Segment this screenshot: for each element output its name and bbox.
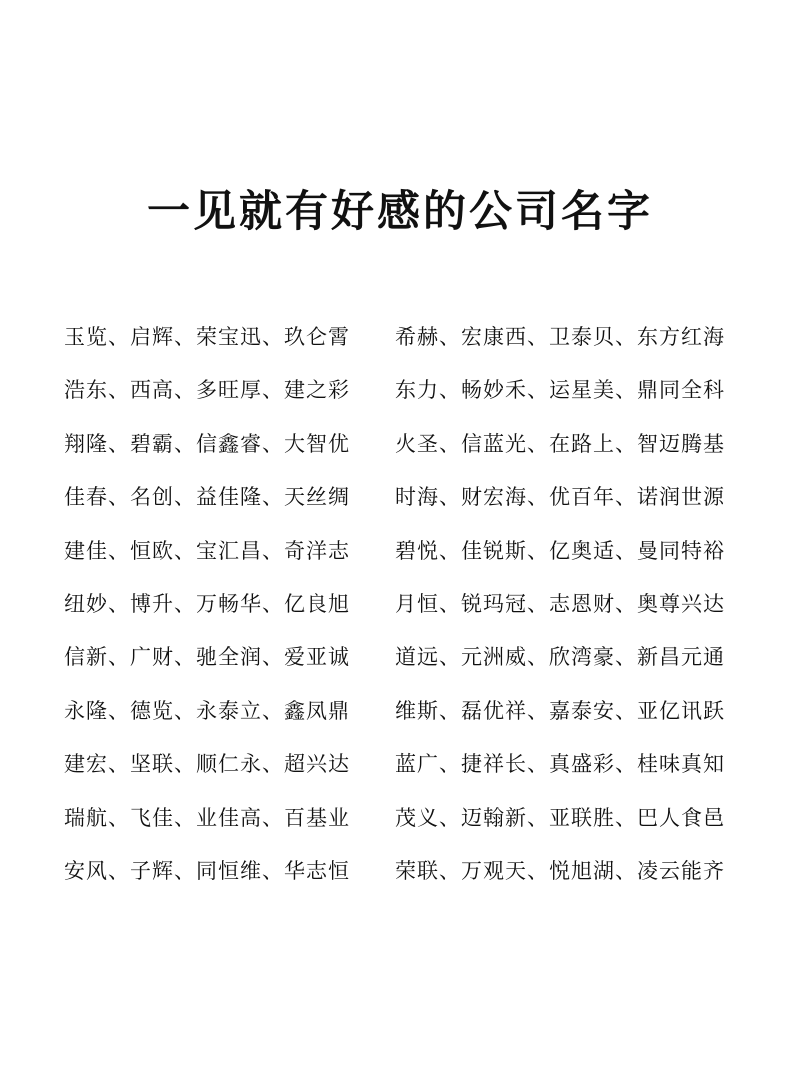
list-line bbox=[0, 584, 800, 637]
list-line-left: 信新、广财、驰全润、爱亚诚 bbox=[64, 645, 350, 670]
list-line-right: 碧悦、佳锐斯、亿奥适、曼同特裕 bbox=[395, 538, 725, 563]
list-line-left: 浩东、西高、多旺厚、建之彩 bbox=[64, 378, 350, 403]
list-line-left: 玉览、启辉、荣宝迅、玖仑霄 bbox=[64, 325, 350, 349]
list-line-right: 东力、畅妙禾、运星美、鼎同全科 bbox=[395, 378, 725, 403]
list-line-right: 荣联、万观天、悦旭湖、凌云能齐 bbox=[395, 858, 725, 883]
list-line bbox=[0, 531, 800, 584]
list-line-right: 蓝广、捷祥长、真盛彩、桂味真知 bbox=[395, 752, 725, 777]
list-line-left: 翔隆、碧霸、信鑫睿、大智优 bbox=[64, 431, 350, 456]
list-line-right: 时海、财宏海、优百年、诺润世源 bbox=[395, 485, 725, 510]
list-line-left: 纽妙、博升、万畅华、亿良旭 bbox=[64, 591, 350, 616]
list-line-right: 维斯、磊优祥、嘉泰安、亚亿讯跃 bbox=[395, 698, 725, 723]
name-list bbox=[0, 317, 800, 904]
list-line bbox=[0, 851, 800, 904]
list-line-right: 希赫、宏康西、卫泰贝、东方红海 bbox=[395, 325, 725, 349]
list-line bbox=[0, 691, 800, 744]
list-line-left: 建佳、恒欧、宝汇昌、奇洋志 bbox=[64, 538, 350, 563]
list-line bbox=[0, 637, 800, 690]
list-line-right: 道远、元洲威、欣湾豪、新昌元通 bbox=[395, 645, 725, 670]
list-line-left: 永隆、德览、永泰立、鑫凤鼎 bbox=[64, 698, 350, 723]
list-line-left: 佳春、名创、益佳隆、天丝绸 bbox=[64, 485, 350, 510]
list-line-right: 月恒、锐玛冠、志恩财、奥尊兴达 bbox=[395, 591, 725, 616]
list-line-left: 安风、子辉、同恒维、华志恒 bbox=[64, 858, 350, 883]
list-line bbox=[0, 477, 800, 530]
list-line bbox=[0, 317, 800, 370]
list-line bbox=[0, 370, 800, 423]
list-line bbox=[0, 424, 800, 477]
list-line bbox=[0, 744, 800, 797]
page-title: 一见就有好感的公司名字 bbox=[147, 187, 653, 237]
list-line-left: 建宏、坚联、顺仁永、超兴达 bbox=[64, 752, 350, 777]
list-line-right: 茂义、迈翰新、亚联胜、巴人食邑 bbox=[395, 805, 725, 830]
list-line-left: 瑞航、飞佳、业佳高、百基业 bbox=[64, 805, 350, 830]
list-line-right: 火圣、信蓝光、在路上、智迈腾基 bbox=[395, 431, 725, 456]
list-line bbox=[0, 798, 800, 851]
